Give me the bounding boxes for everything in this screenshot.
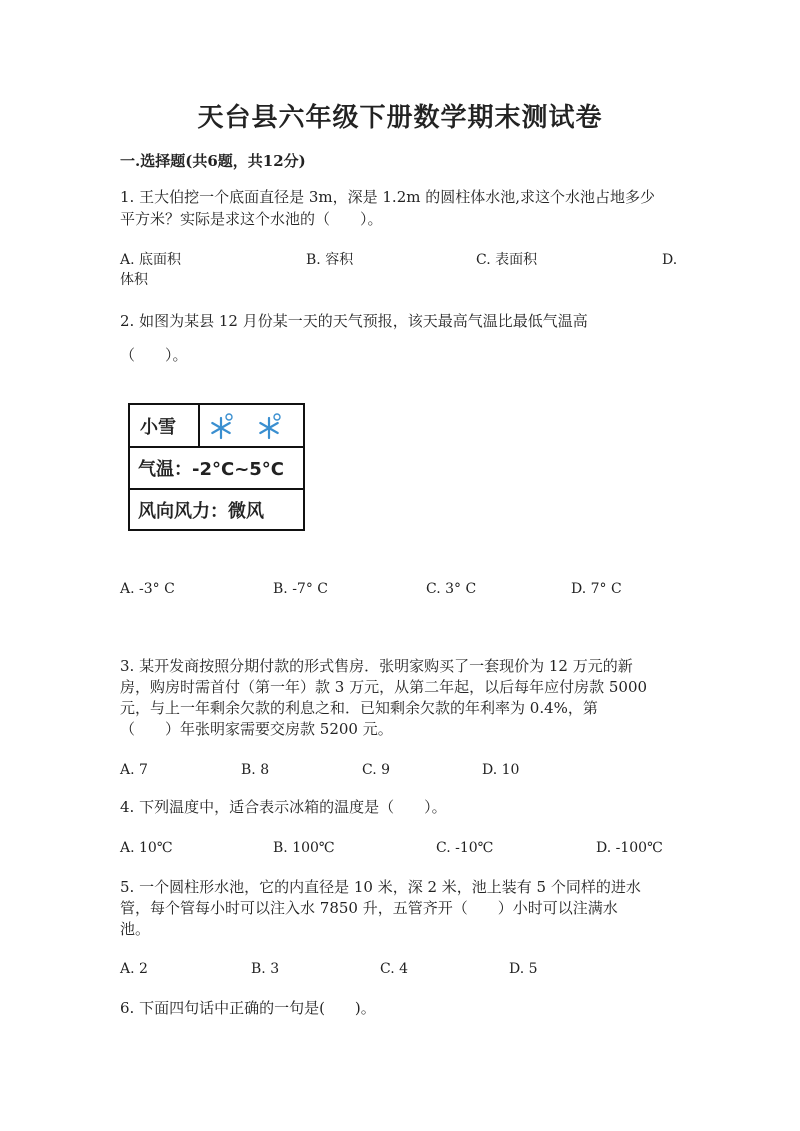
question-1-line-2: 平方米？实际是求这个水池的（ ）。 bbox=[120, 210, 383, 228]
question-3-line-4: （ ）年张明家需要交房款 5200 元。 bbox=[120, 720, 393, 738]
question-3-option-b: B. 8 bbox=[241, 762, 270, 778]
question-4-option-c: C. -10℃ bbox=[436, 840, 494, 856]
question-5-option-d: D. 5 bbox=[509, 961, 538, 977]
weather-label: 小雪 bbox=[140, 416, 176, 438]
weather-row bbox=[130, 405, 303, 448]
temperature-row bbox=[130, 448, 303, 490]
question-3-line-3: 元，与上一年剩余欠款的利息之和．已知剩余欠款的年利率为 0.4%，第 bbox=[120, 699, 598, 717]
page-title: 天台县六年级下册数学期末测试卷 bbox=[197, 103, 603, 133]
question-2-option-b: B. -7° C bbox=[273, 581, 328, 597]
question-4-option-a: A. 10℃ bbox=[120, 840, 173, 856]
question-4-line-1: 4. 下列温度中，适合表示冰箱的温度是（ ）。 bbox=[120, 798, 447, 816]
weather-forecast-box bbox=[128, 403, 305, 531]
question-5-line-1: 5. 一个圆柱形水池，它的内直径是 10 米，深 2 米，池上装有 5 个同样的进水 bbox=[120, 878, 641, 896]
question-1-option-d-wrap: 体积 bbox=[120, 272, 148, 288]
question-4-option-b: B. 100℃ bbox=[273, 840, 335, 856]
question-3-option-c: C. 9 bbox=[362, 762, 391, 778]
wind-row bbox=[130, 490, 303, 529]
question-1-option-a: A. 底面积 bbox=[120, 252, 182, 268]
question-2-option-d: D. 7° C bbox=[571, 581, 622, 597]
question-3-line-2: 房，购房时需首付（第一年）款 3 万元，从第二年起，以后每年应付房款 5000 bbox=[120, 678, 648, 696]
question-6-line-1: 6. 下面四句话中正确的一句是( )。 bbox=[120, 999, 376, 1017]
question-5-option-a: A. 2 bbox=[120, 961, 148, 977]
question-5-option-c: C. 4 bbox=[380, 961, 409, 977]
temperature-label: 气温：-2°C~5°C bbox=[138, 459, 285, 480]
question-1-line-1: 1. 王大伯挖一个底面直径是 3m，深是 1.2m 的圆柱体水池,求这个水池占地多少 bbox=[120, 188, 656, 206]
question-5-line-3: 池。 bbox=[120, 920, 151, 938]
divider bbox=[198, 405, 200, 448]
question-3-line-1: 3. 某开发商按照分期付款的形式售房．张明家购买了一套现价为 12 万元的新 bbox=[120, 657, 633, 675]
question-3-option-d: D. 10 bbox=[482, 762, 520, 778]
question-1-option-c: C. 表面积 bbox=[476, 252, 538, 268]
question-2-option-c: C. 3° C bbox=[426, 581, 477, 597]
question-2-line-1: 2. 如图为某县 12 月份某一天的天气预报，该天最高气温比最低气温高 bbox=[120, 312, 588, 330]
question-1-option-d: D. bbox=[662, 252, 678, 268]
section-heading: 一.选择题(共6题，共12分) bbox=[120, 152, 306, 170]
snowflake-icon bbox=[206, 412, 236, 442]
question-1-option-b: B. 容积 bbox=[306, 252, 354, 268]
question-2-option-a: A. -3° C bbox=[120, 581, 175, 597]
question-5-line-2: 管，每个管每小时可以注入水 7850 升，五管齐开（ ）小时可以注满水 bbox=[120, 899, 618, 917]
question-5-option-b: B. 3 bbox=[251, 961, 280, 977]
question-2-line-2: （ ）。 bbox=[120, 346, 188, 364]
question-3-option-a: A. 7 bbox=[120, 762, 148, 778]
snowflake-icon bbox=[254, 412, 284, 442]
question-4-option-d: D. -100℃ bbox=[596, 840, 663, 856]
wind-label: 风向风力：微风 bbox=[138, 500, 264, 522]
